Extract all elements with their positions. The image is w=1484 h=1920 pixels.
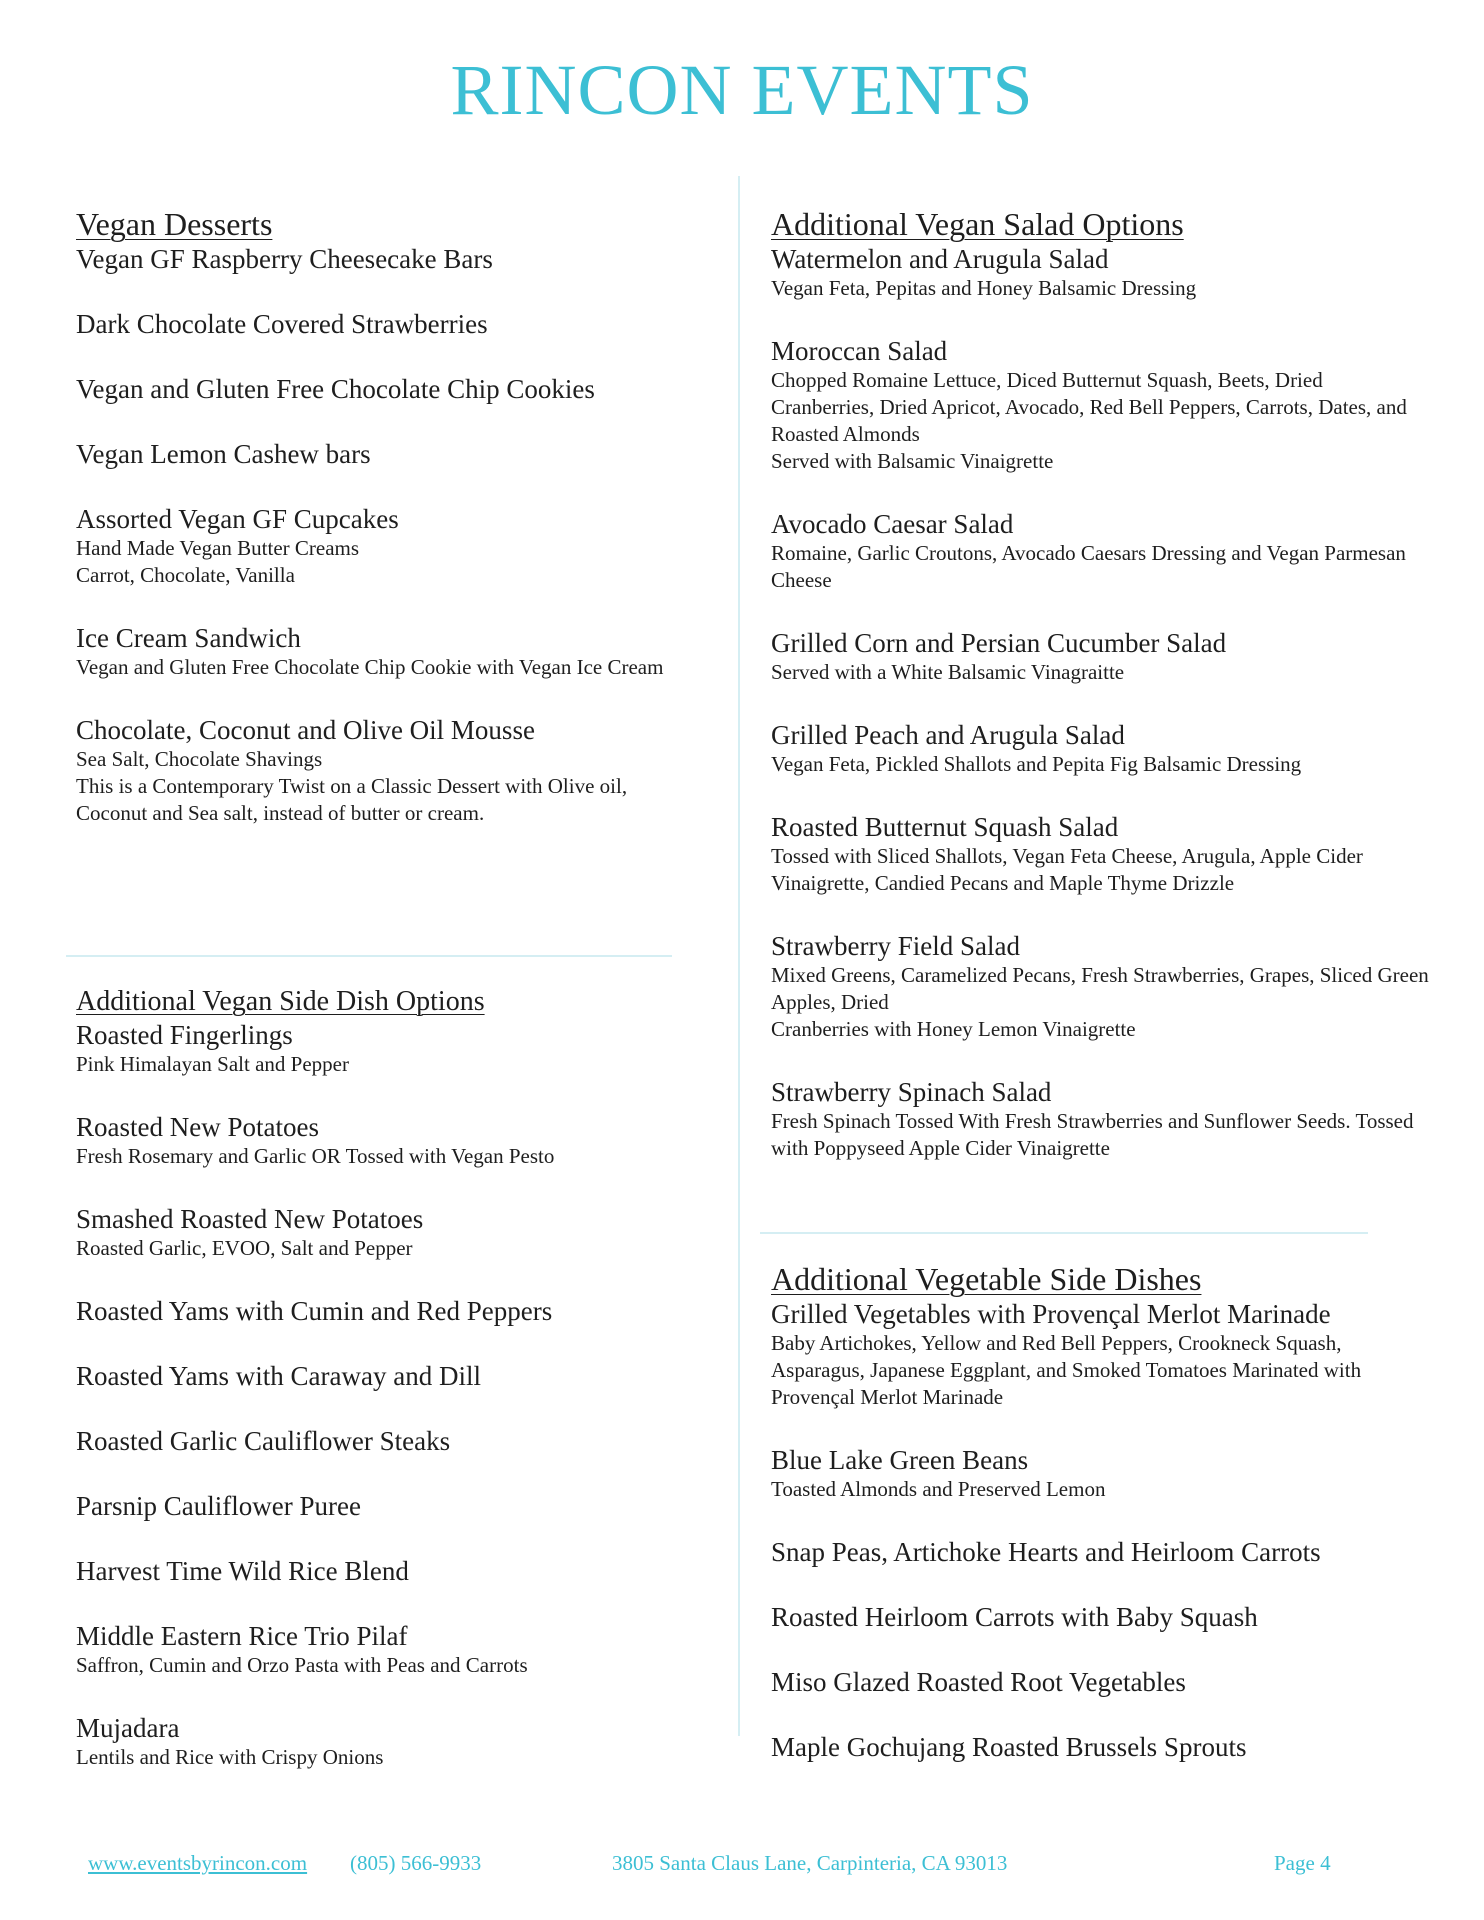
menu-item [76, 622, 696, 681]
menu-item-name: Maple Gochujang Roasted Brussels Sprouts [771, 1732, 1247, 1762]
menu-item [771, 243, 1431, 302]
menu-item [76, 1360, 696, 1392]
menu-item-description [771, 1330, 1431, 1411]
description-line: Cranberries with Honey Lemon Vinaigrette [771, 1017, 1136, 1041]
menu-item [76, 1295, 696, 1327]
description-line: Mixed Greens, Caramelized Pecans, Fresh Strawberries, Grapes, Sliced Green Apples, Dried [771, 963, 1429, 1014]
description-line: Vegan and Gluten Free Chocolate Chip Cookie with Vegan Ice Cream [76, 655, 664, 679]
menu-item-description [771, 962, 1431, 1043]
description-line: Carrot, Chocolate, Vanilla [76, 563, 295, 587]
menu-item-description [771, 540, 1431, 594]
description-line: Saffron, Cumin and Orzo Pasta with Peas and Carrots [76, 1653, 528, 1677]
vegan-side-dishes-section [76, 985, 696, 1804]
description-line: Tossed with Sliced Shallots, Vegan Feta Cheese, Arugula, Apple Cider Vinaigrette, Candied Pecans and Maple Thyme Drizzle [771, 844, 1363, 895]
menu-list [771, 1298, 1431, 1763]
menu-item-name: Roasted New Potatoes [76, 1112, 319, 1142]
menu-item-name: Blue Lake Green Beans [771, 1445, 1029, 1475]
description-line: Lentils and Rice with Crispy Onions [76, 1745, 384, 1769]
menu-item [76, 438, 696, 470]
menu-item-description [771, 843, 1431, 897]
page-title: RINCON EVENTS [450, 50, 1034, 130]
description-line: Vegan Feta, Pepitas and Honey Balsamic Dressing [771, 276, 1197, 300]
description-line: Pink Himalayan Salt and Pepper [76, 1052, 349, 1076]
menu-item-name: Dark Chocolate Covered Strawberries [76, 309, 488, 339]
menu-item-name: Assorted Vegan GF Cupcakes [76, 504, 399, 534]
menu-item [771, 1601, 1431, 1633]
description-line: Hand Made Vegan Butter Creams [76, 536, 360, 560]
menu-item [76, 1425, 696, 1457]
menu-item-name: Roasted Yams with Cumin and Red Peppers [76, 1296, 553, 1326]
menu-item [771, 811, 1431, 897]
menu-item-description [771, 275, 1431, 302]
description-line: Fresh Spinach Tossed With Fresh Strawberries and Sunflower Seeds. Tossed with Poppyseed Apple Cider Vinaigrette [771, 1109, 1414, 1160]
menu-item-name: Smashed Roasted New Potatoes [76, 1204, 424, 1234]
menu-item-name: Roasted Butternut Squash Salad [771, 812, 1119, 842]
menu-item-name: Grilled Vegetables with Provençal Merlot Marinade [771, 1299, 1331, 1329]
menu-item [76, 1019, 696, 1078]
menu-list [76, 1019, 696, 1771]
menu-item-name: Parsnip Cauliflower Puree [76, 1491, 361, 1521]
menu-item [771, 335, 1431, 475]
menu-item [76, 1555, 696, 1587]
description-line: Served with a White Balsamic Vinagraitte [771, 660, 1125, 684]
menu-item [771, 719, 1431, 778]
menu-item [771, 508, 1431, 594]
vertical-divider [738, 176, 740, 1736]
description-line: Served with Balsamic Vinaigrette [771, 449, 1054, 473]
description-line: Roasted Garlic, EVOO, Salt and Pepper [76, 1236, 413, 1260]
menu-list [76, 243, 696, 827]
menu-item-name: Roasted Fingerlings [76, 1020, 293, 1050]
menu-item-name: Grilled Peach and Arugula Salad [771, 720, 1125, 750]
menu-item-description [76, 1652, 696, 1679]
menu-item-name: Harvest Time Wild Rice Blend [76, 1556, 409, 1586]
menu-item-name: Roasted Heirloom Carrots with Baby Squash [771, 1602, 1258, 1632]
menu-item-name: Watermelon and Arugula Salad [771, 244, 1109, 274]
menu-item [76, 1490, 696, 1522]
menu-item [771, 1444, 1431, 1503]
address: 3805 Santa Claus Lane, Carpinteria, CA 93013 [612, 1851, 1008, 1875]
menu-item-description [771, 1108, 1431, 1162]
menu-item-name: Miso Glazed Roasted Root Vegetables [771, 1667, 1186, 1697]
section-heading: Additional Vegetable Side Dishes [771, 1261, 1202, 1297]
website-link[interactable]: www.eventsbyrincon.com [88, 1851, 308, 1875]
menu-item-name: Ice Cream Sandwich [76, 623, 301, 653]
left-section-divider [66, 955, 672, 957]
menu-item [76, 1620, 696, 1679]
right-section-divider [760, 1232, 1368, 1234]
menu-item-name: Roasted Garlic Cauliflower Steaks [76, 1426, 451, 1456]
menu-item-description [771, 367, 1431, 475]
menu-item-description [76, 746, 696, 827]
menu-item-name: Roasted Yams with Caraway and Dill [76, 1361, 481, 1391]
description-line: Toasted Almonds and Preserved Lemon [771, 1477, 1106, 1501]
menu-item-description [771, 659, 1431, 686]
menu-item [771, 627, 1431, 686]
menu-item [76, 308, 696, 340]
description-line: Baby Artichokes, Yellow and Red Bell Peppers, Crookneck Squash, Asparagus, Japanese Eggplant, and Smoked Tomatoes Marinated with Provençal Merlot Marinade [771, 1331, 1362, 1409]
menu-item-description [76, 1235, 696, 1262]
section-heading: Vegan Desserts [76, 206, 273, 242]
menu-item-description [76, 1143, 696, 1170]
description-line: Fresh Rosemary and Garlic OR Tossed with Vegan Pesto [76, 1144, 555, 1168]
menu-item-name: Snap Peas, Artichoke Hearts and Heirloom Carrots [771, 1537, 1321, 1567]
description-line: This is a Contemporary Twist on a Classic Dessert with Olive oil, Coconut and Sea salt, instead of butter or cream. [76, 774, 628, 825]
section-heading: Additional Vegan Side Dish Options [76, 986, 485, 1017]
menu-item [76, 1203, 696, 1262]
menu-item [76, 373, 696, 405]
menu-item [76, 714, 696, 827]
menu-item-name: Middle Eastern Rice Trio Pilaf [76, 1621, 408, 1651]
menu-item-description [771, 751, 1431, 778]
vegan-desserts-section [76, 205, 696, 860]
menu-list [771, 243, 1431, 1162]
menu-item [76, 243, 696, 275]
menu-item-name: Strawberry Spinach Salad [771, 1077, 1052, 1107]
menu-item [771, 1298, 1431, 1411]
menu-item-name: Mujadara [76, 1713, 180, 1743]
menu-item [771, 1536, 1431, 1568]
menu-item-description [76, 654, 696, 681]
menu-item-name: Strawberry Field Salad [771, 931, 1020, 961]
menu-item-name: Vegan and Gluten Free Chocolate Chip Cookies [76, 374, 595, 404]
menu-item-name: Vegan GF Raspberry Cheesecake Bars [76, 244, 493, 274]
menu-item [771, 1076, 1431, 1162]
menu-item-name: Vegan Lemon Cashew bars [76, 439, 371, 469]
vegetable-sides-section [771, 1260, 1431, 1796]
page-number: Page 4 [1274, 1851, 1331, 1875]
menu-item-name: Chocolate, Coconut and Olive Oil Mousse [76, 715, 535, 745]
menu-item [76, 1111, 696, 1170]
phone-number: (805) 566-9933 [350, 1851, 482, 1875]
menu-item [771, 930, 1431, 1043]
description-line: Sea Salt, Chocolate Shavings [76, 747, 323, 771]
menu-item-description [76, 1051, 696, 1078]
description-line: Vegan Feta, Pickled Shallots and Pepita Fig Balsamic Dressing [771, 752, 1302, 776]
menu-item-name: Grilled Corn and Persian Cucumber Salad [771, 628, 1227, 658]
menu-item [76, 503, 696, 589]
section-heading: Additional Vegan Salad Options [771, 206, 1184, 242]
menu-item-description [76, 1744, 696, 1771]
description-line: Chopped Romaine Lettuce, Diced Butternut Squash, Beets, Dried Cranberries, Dried Apricot, Avocado, Red Bell Peppers, Carrots, Dates, and Roasted Almonds [771, 368, 1407, 446]
menu-item-name: Avocado Caesar Salad [771, 509, 1014, 539]
menu-item-name: Moroccan Salad [771, 336, 948, 366]
vegan-salads-section [771, 205, 1431, 1195]
menu-item-description [771, 1476, 1431, 1503]
menu-item [771, 1731, 1431, 1763]
description-line: Romaine, Garlic Croutons, Avocado Caesars Dressing and Vegan Parmesan Cheese [771, 541, 1406, 592]
menu-item [771, 1666, 1431, 1698]
menu-item-description [76, 535, 696, 589]
menu-item [76, 1712, 696, 1771]
